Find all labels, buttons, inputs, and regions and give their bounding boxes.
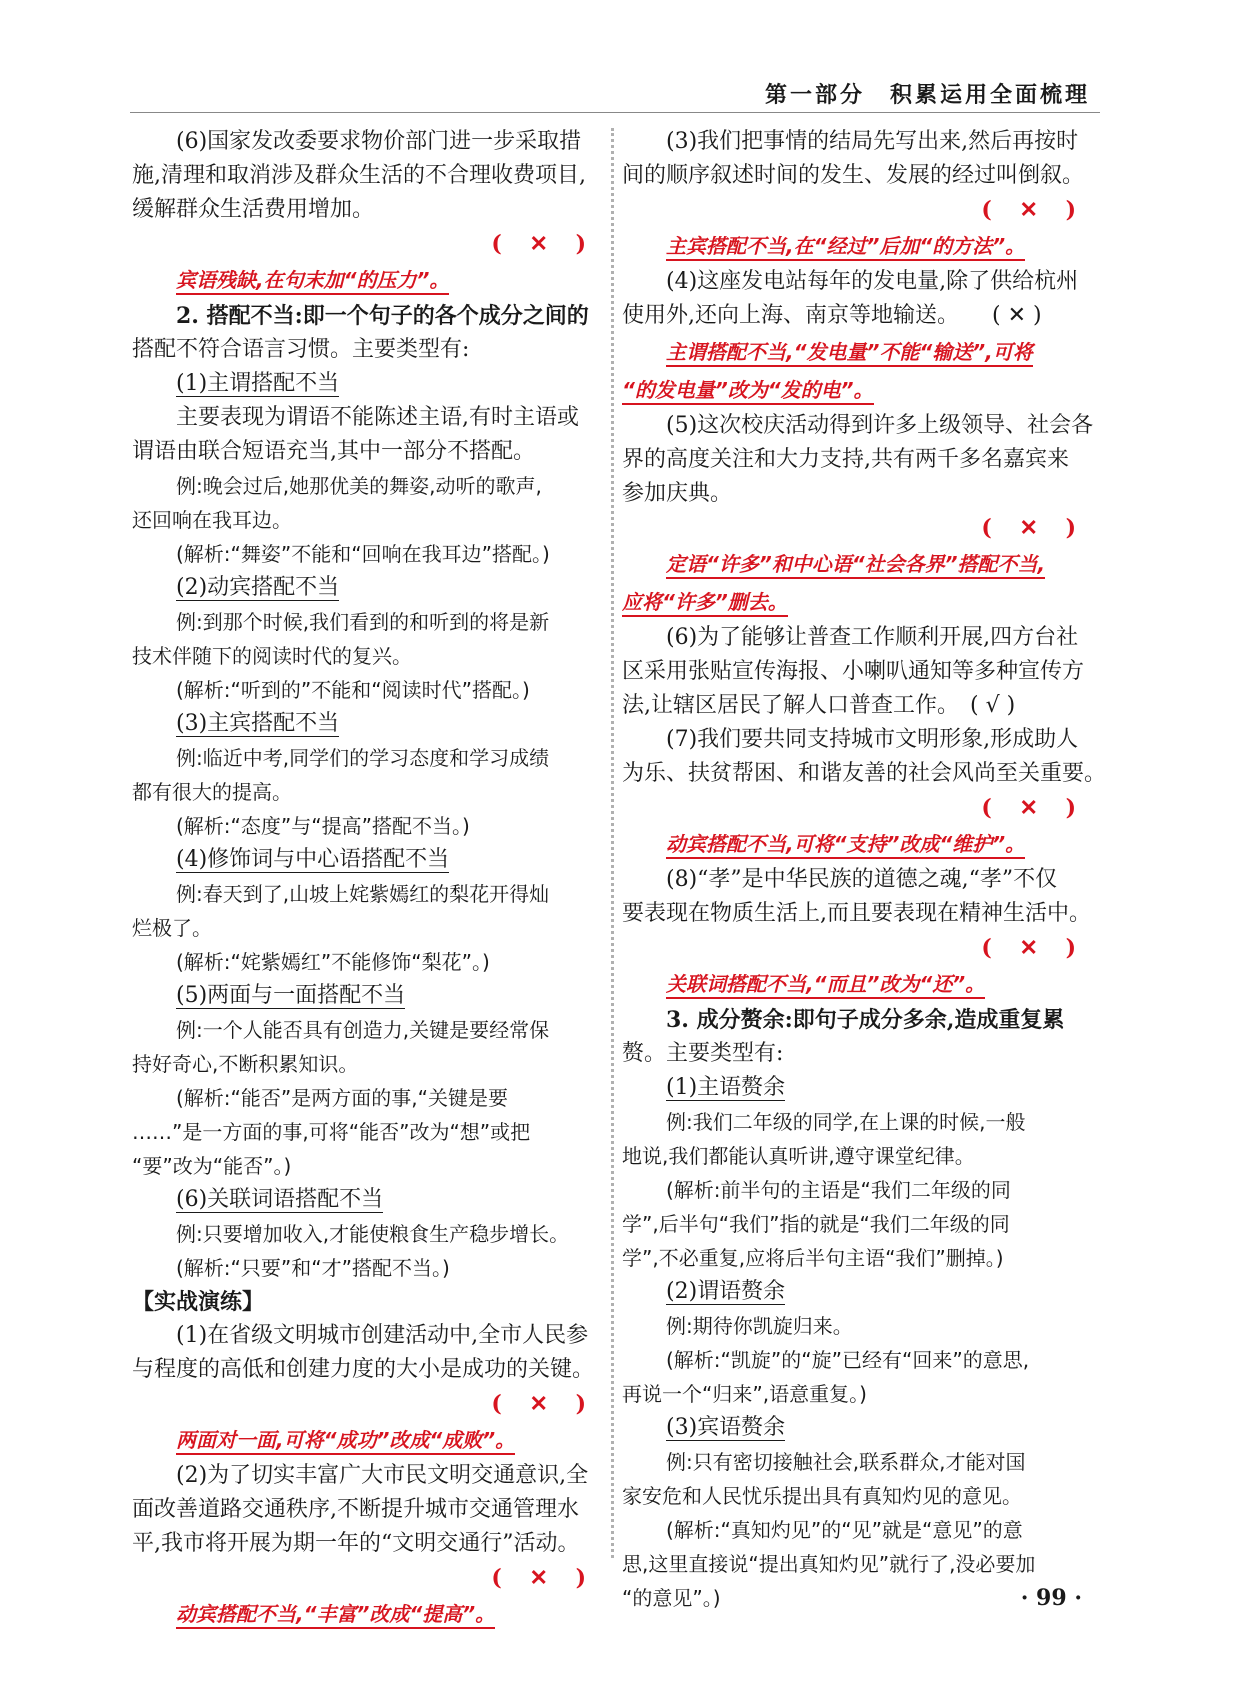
text-line: 赘。主要类型有: bbox=[622, 1041, 784, 1066]
text-line: 与程度的高低和创建力度的大小是成功的关键。 bbox=[132, 1357, 595, 1382]
text-line: 【实战演练】 bbox=[132, 1289, 265, 1315]
text-line: (解析:前半句的主语是“我们二年级的同 bbox=[666, 1178, 1011, 1202]
text-line: 地说,我们都能认真听讲,遵守课堂纪律。 bbox=[622, 1144, 975, 1168]
subheading-text: (1)主谓搭配不当 bbox=[176, 371, 340, 396]
answer-note-text: “的发电量”改为“发的电”。 bbox=[622, 378, 874, 405]
text-line: 持好奇心,不断积累知识。 bbox=[132, 1052, 359, 1076]
subheading bbox=[132, 1183, 602, 1217]
mark-symbol: ( ✕ ) bbox=[981, 515, 1086, 541]
text-line: ……”是一方面的事,可将“能否”改为“想”或把 bbox=[132, 1120, 531, 1144]
answer-note-text: 关联词搭配不当,“而且”改为“还”。 bbox=[666, 972, 985, 999]
text-line: 法,让辖区居民了解人口普查工作。 ( √ ) bbox=[622, 693, 1016, 718]
mark-symbol: ( ✕ ) bbox=[491, 231, 596, 257]
answer-note-text: 宾语残缺,在句末加“的压力”。 bbox=[176, 268, 449, 295]
text-line: 缓解群众生活费用增加。 bbox=[132, 197, 375, 222]
page-number: · 99 · bbox=[1020, 1585, 1082, 1611]
text-line: 施,清理和取消涉及群众生活的不合理收费项目, bbox=[132, 163, 586, 188]
text-line: (7)我们要共同支持城市文明形象,形成助人 bbox=[666, 727, 1079, 752]
subheading bbox=[622, 1275, 1092, 1309]
subheading-text: (3)宾语赘余 bbox=[666, 1415, 786, 1440]
text-line: 区采用张贴宣传海报、小喇叭通知等多种宣传方 bbox=[622, 659, 1085, 684]
text-line: 学”,后半句“我们”指的就是“我们二年级的同 bbox=[622, 1212, 1010, 1236]
answer-note bbox=[622, 825, 1092, 863]
text-line: 例:晚会过后,她那优美的舞姿,动听的歌声, bbox=[176, 474, 542, 498]
answer-mark bbox=[132, 1387, 602, 1421]
text-line: 都有很大的提高。 bbox=[132, 780, 292, 804]
answer-mark bbox=[132, 1561, 602, 1595]
right-column bbox=[622, 125, 1107, 1615]
text-line: (1)在省级文明城市创建活动中,全市人民参 bbox=[176, 1323, 589, 1348]
subheading bbox=[622, 1411, 1092, 1445]
mark-symbol: ( ✕ ) bbox=[491, 1391, 596, 1417]
answer-note-text: 主宾搭配不当,在“经过”后加“的方法”。 bbox=[666, 234, 1025, 261]
text-line: “要”改为“能否”。) bbox=[132, 1154, 292, 1178]
header-rule bbox=[130, 112, 1100, 113]
text-line: (解析:“态度”与“提高”搭配不当。) bbox=[176, 814, 470, 838]
answer-note bbox=[622, 333, 1092, 371]
text-line: 3. 成分赘余:即句子成分多余,造成重复累 bbox=[666, 1007, 1065, 1033]
text-line: 还回响在我耳边。 bbox=[132, 508, 292, 532]
mark-symbol: ( ✕ ) bbox=[981, 795, 1086, 821]
answer-note-text: 应将“许多”删去。 bbox=[622, 590, 788, 617]
text-line: 使用外,还向上海、南京等地输送。 ( ✕ ) bbox=[622, 303, 1042, 328]
text-line: (解析:“凯旋”的“旋”已经有“回来”的意思, bbox=[666, 1348, 1030, 1372]
text-line: 思,这里直接说“提出真知灼见”就行了,没必要加 bbox=[622, 1552, 1036, 1576]
answer-note-text: 主谓搭配不当,“发电量”不能“输送”,可将 bbox=[666, 340, 1033, 367]
answer-note bbox=[622, 583, 1092, 621]
text-line: 例:春天到了,山坡上姹紫嫣红的梨花开得灿 bbox=[176, 882, 550, 906]
text-line: 平,我市将开展为期一年的“文明交通行”活动。 bbox=[132, 1531, 580, 1556]
text-line: (6)国家发改委要求物价部门进一步采取措 bbox=[176, 129, 582, 154]
text-line: (5)这次校庆活动得到许多上级领导、社会各 bbox=[666, 413, 1094, 438]
text-line: “的意见”。) bbox=[622, 1586, 721, 1610]
mark-symbol: ( ✕ ) bbox=[981, 935, 1086, 961]
subheading bbox=[622, 1071, 1092, 1105]
text-line: 间的顺序叙述时间的发生、发展的经过叫倒叙。 bbox=[622, 163, 1085, 188]
subheading-text: (2)动宾搭配不当 bbox=[176, 575, 340, 600]
text-line: 再说一个“归来”,语意重复。) bbox=[622, 1382, 867, 1406]
subheading bbox=[132, 843, 602, 877]
answer-note bbox=[132, 1595, 602, 1633]
mark-symbol: ( ✕ ) bbox=[981, 197, 1086, 223]
text-line: (解析:“听到的”不能和“阅读时代”搭配。) bbox=[176, 678, 530, 702]
text-line: 界的高度关注和大力支持,共有两千多名嘉宾来 bbox=[622, 447, 1069, 472]
subheading-text: (2)谓语赘余 bbox=[666, 1279, 786, 1304]
text-line: 为乐、扶贫帮困、和谐友善的社会风尚至关重要。 bbox=[622, 761, 1107, 786]
text-line: 烂极了。 bbox=[132, 916, 212, 940]
text-line: 例:期待你凯旋归来。 bbox=[666, 1314, 853, 1338]
text-line: 2. 搭配不当:即一个句子的各个成分之间的 bbox=[176, 303, 589, 329]
text-line: (6)为了能够让普查工作顺利开展,四方台社 bbox=[666, 625, 1079, 650]
text-line: (解析:“姹紫嫣红”不能修饰“梨花”。) bbox=[176, 950, 490, 974]
text-line: (解析:“能否”是两方面的事,“关键是要 bbox=[176, 1086, 508, 1110]
answer-note-text: 动宾搭配不当,可将“支持”改成“维护”。 bbox=[666, 832, 1025, 859]
text-line: 技术伴随下的阅读时代的复兴。 bbox=[132, 644, 412, 668]
subheading bbox=[132, 707, 602, 741]
text-line: 例:只有密切接触社会,联系群众,才能对国 bbox=[666, 1450, 1026, 1474]
subheading-text: (3)主宾搭配不当 bbox=[176, 711, 340, 736]
answer-mark bbox=[622, 193, 1092, 227]
text-line: (4)这座发电站每年的发电量,除了供给杭州 bbox=[666, 269, 1079, 294]
answer-note-text: 两面对一面,可将“成功”改成“成败”。 bbox=[176, 1428, 515, 1455]
answer-mark bbox=[622, 931, 1092, 965]
answer-note-text: 动宾搭配不当,“丰富”改成“提高”。 bbox=[176, 1602, 495, 1629]
answer-note bbox=[622, 371, 1092, 409]
mark-symbol: ( ✕ ) bbox=[491, 1565, 596, 1591]
text-line: 学”,不必重复,应将后半句主语“我们”删掉。) bbox=[622, 1246, 1004, 1270]
subheading bbox=[132, 979, 602, 1013]
subheading-text: (4)修饰词与中心语搭配不当 bbox=[176, 847, 450, 872]
text-line: 参加庆典。 bbox=[622, 481, 733, 506]
answer-note bbox=[622, 227, 1092, 265]
answer-mark bbox=[622, 511, 1092, 545]
subheading-text: (1)主语赘余 bbox=[666, 1075, 786, 1100]
text-line: 例:一个人能否具有创造力,关键是要经常保 bbox=[176, 1018, 550, 1042]
text-line: (解析:“真知灼见”的“见”就是“意见”的意 bbox=[666, 1518, 1023, 1542]
text-line: 例:只要增加收入,才能使粮食生产稳步增长。 bbox=[176, 1222, 570, 1246]
subheading-text: (5)两面与一面搭配不当 bbox=[176, 983, 406, 1008]
answer-note bbox=[622, 545, 1092, 583]
text-line: (8)“孝”是中华民族的道德之魂,“孝”不仅 bbox=[666, 867, 1058, 892]
text-line: 家安危和人民忧乐提出具有真知灼见的意见。 bbox=[622, 1484, 1022, 1508]
answer-mark bbox=[132, 227, 602, 261]
text-line: 主要表现为谓语不能陈述主语,有时主语或 bbox=[176, 405, 579, 430]
text-line: (解析:“舞姿”不能和“回响在我耳边”搭配。) bbox=[176, 542, 550, 566]
text-line: 面改善道路交通秩序,不断提升城市交通管理水 bbox=[132, 1497, 579, 1522]
text-line: 谓语由联合短语充当,其中一部分不搭配。 bbox=[132, 439, 535, 464]
text-line: (2)为了切实丰富广大市民文明交通意识,全 bbox=[176, 1463, 589, 1488]
subheading bbox=[132, 367, 602, 401]
answer-note bbox=[622, 965, 1092, 1003]
text-line: 搭配不符合语言习惯。主要类型有: bbox=[132, 337, 470, 362]
subheading-text: (6)关联词语搭配不当 bbox=[176, 1187, 384, 1212]
subheading bbox=[132, 571, 602, 605]
text-line: (解析:“只要”和“才”搭配不当。) bbox=[176, 1256, 450, 1280]
answer-mark bbox=[622, 791, 1092, 825]
text-line: (3)我们把事情的结局先写出来,然后再按时 bbox=[666, 129, 1079, 154]
answer-note bbox=[132, 1421, 602, 1459]
text-line: 要表现在物质生活上,而且要表现在精神生活中。 bbox=[622, 901, 1091, 926]
text-line: 例:我们二年级的同学,在上课的时候,一般 bbox=[666, 1110, 1026, 1134]
page-header: 第一部分 积累运用全面梳理 bbox=[764, 83, 1090, 108]
answer-note bbox=[132, 261, 602, 299]
left-column bbox=[132, 125, 602, 1633]
text-line: 例:到那个时候,我们看到的和听到的将是新 bbox=[176, 610, 550, 634]
answer-note-text: 定语“许多”和中心语“社会各界”搭配不当, bbox=[666, 552, 1045, 579]
text-line: 例:临近中考,同学们的学习态度和学习成绩 bbox=[176, 746, 550, 770]
column-divider bbox=[611, 128, 614, 1558]
